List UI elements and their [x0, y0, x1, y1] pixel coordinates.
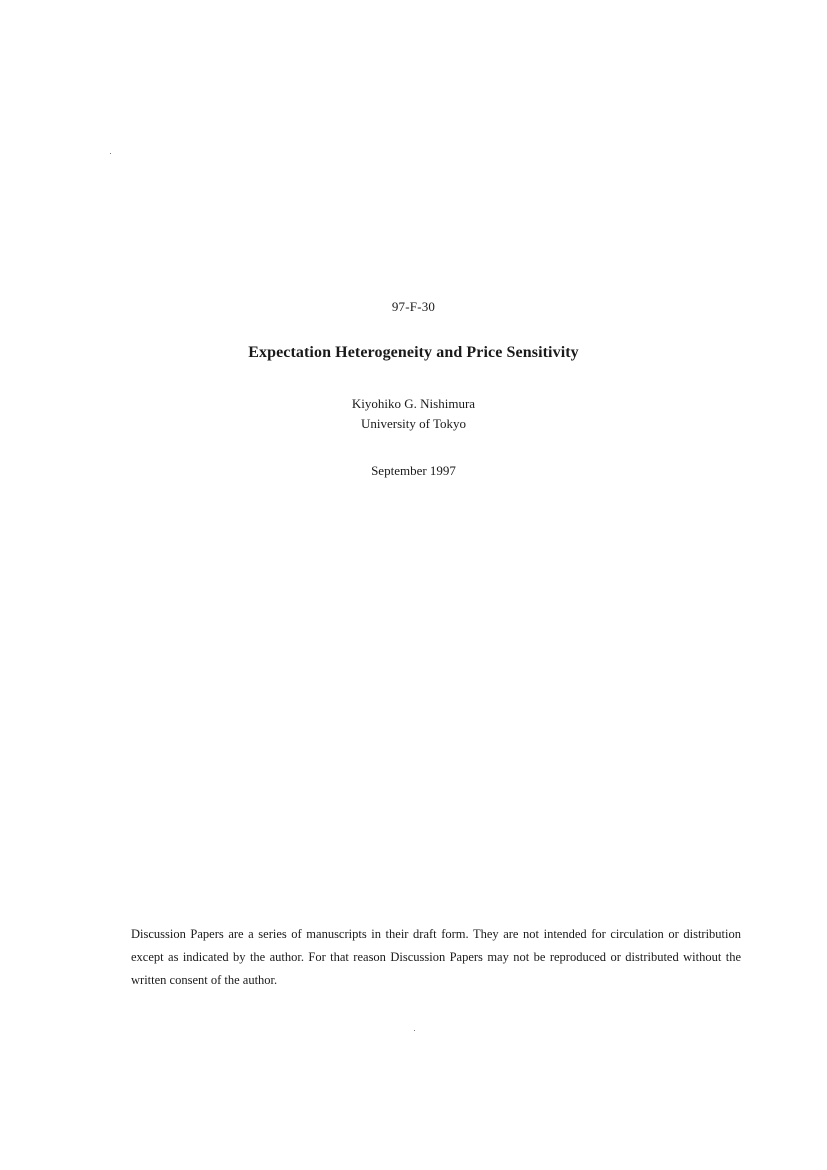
- paper-number: 97-F-30: [391, 299, 436, 314]
- scan-speck: [414, 1030, 415, 1031]
- paper-title: Expectation Heterogeneity and Price Sensitivity: [248, 344, 579, 361]
- distribution-disclaimer: Discussion Papers are a series of manuscripts in their draft form. They are not intended for circulation or distribution except as indicated by the author. For that reason Discussion Papers may not be reproduced or distributed without the written consent of the author.: [131, 927, 741, 987]
- scan-speck: [110, 153, 111, 154]
- author-name: Kiyohiko G. Nishimura: [351, 396, 476, 411]
- publication-date: September 1997: [371, 463, 456, 478]
- author-affiliation: University of Tokyo: [360, 416, 466, 431]
